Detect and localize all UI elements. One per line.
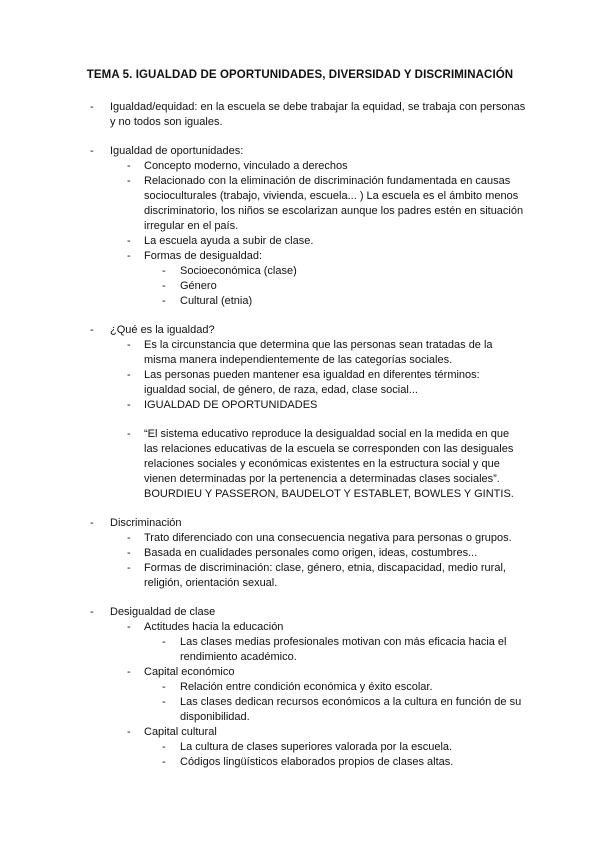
bullet-dash: - — [127, 621, 131, 633]
s5-item-b1: Relación entre condición económica y éxito escolar. — [180, 681, 433, 693]
s5-item-a: Actitudes hacia la educación — [144, 621, 284, 633]
bullet-dash: - — [90, 517, 94, 529]
bullet-dash: - — [90, 324, 94, 336]
s3-quote-authors: BOURDIEU Y PASSERON, BAUDELOT Y ESTABLET, BOWLES Y GINTIS. — [144, 488, 514, 500]
s2-item-2-line-3: discriminatorio, los niños se escolarizan aunque los padres estén en situación — [144, 205, 524, 217]
bullet-dash: - — [127, 339, 131, 351]
bullet-dash: - — [90, 101, 94, 113]
bullet-dash: - — [127, 160, 131, 172]
bullet-dash: - — [127, 399, 131, 411]
s3-item-1-line-1: Es la circunstancia que determina que las personas sean tratadas de la — [144, 339, 493, 351]
s3-item-2-line-1: Las personas pueden mantener esa igualdad en diferentes términos: — [144, 369, 480, 381]
s2-item-4: Formas de desigualdad: — [144, 250, 263, 262]
s3-quote-line-3: relaciones sociales y económicas existentes en la estructura social y que — [144, 458, 500, 470]
document-title: TEMA 5. IGUALDAD DE OPORTUNIDADES, DIVERSIDAD Y DISCRIMINACIÓN — [86, 69, 514, 81]
s3-quote-line-4: vienen determinadas por la pertenencia a determinadas clases sociales”. — [144, 473, 500, 485]
s2-subitem-1: Socioeconómica (clase) — [180, 265, 297, 277]
s3-item-3: IGUALDAD DE OPORTUNIDADES — [144, 399, 318, 411]
bullet-dash: - — [127, 369, 131, 381]
bullet-dash: - — [162, 280, 166, 292]
s5-item-c1: La cultura de clases superiores valorada por la escuela. — [180, 741, 453, 753]
s5-item-c2: Códigos lingüísticos elaborados propios de clases altas. — [180, 756, 454, 768]
bullet-dash: - — [162, 295, 166, 307]
bullet-dash: - — [90, 606, 94, 618]
bullet-dash: - — [127, 547, 131, 559]
s2-item-3: La escuela ayuda a subir de clase. — [144, 235, 314, 247]
bullet-dash: - — [127, 726, 131, 738]
s5-item-c: Capital cultural — [144, 726, 217, 738]
s2-item-2-line-1: Relacionado con la eliminación de discriminación fundamentada en causas — [144, 175, 511, 187]
s5-item-a1-line-1: Las clases medias profesionales motivan con más eficacia hacia el — [180, 636, 507, 648]
s2-item-1: Concepto moderno, vinculado a derechos — [144, 160, 348, 172]
bullet-dash: - — [162, 741, 166, 753]
bullet-dash: - — [162, 265, 166, 277]
s5-item-a1-line-2: rendimiento académico. — [180, 651, 297, 663]
bullet-dash: - — [162, 756, 166, 768]
s2-item-2-line-4: irregular en el país. — [144, 220, 239, 232]
s2-subitem-3: Cultural (etnia) — [180, 295, 253, 307]
s4-item-1: Trato diferenciado con una consecuencia negativa para personas o grupos. — [144, 532, 512, 544]
bullet-dash: - — [162, 636, 166, 648]
bullet-dash: - — [127, 175, 131, 187]
s3-item-2-line-2: igualdad social, de género, de raza, edad, clase social... — [144, 384, 418, 396]
s5-heading: Desigualdad de clase — [110, 606, 216, 618]
bullet-dash: - — [162, 681, 166, 693]
s2-heading: Igualdad de oportunidades: — [110, 145, 244, 157]
s2-item-2-line-2: socioculturales (trabajo, vivienda, escuela... ) La escuela es el ámbito menos — [144, 190, 519, 202]
s3-quote-line-2: las relaciones educativas de la escuela se corresponden con las desiguales — [144, 443, 514, 455]
bullet-dash: - — [127, 666, 131, 678]
s1-line-2: y no todos son iguales. — [110, 116, 223, 128]
s5-item-b2-line-2: disponibilidad. — [180, 711, 250, 723]
bullet-dash: - — [127, 428, 131, 440]
bullet-dash: - — [127, 532, 131, 544]
s4-item-3-line-1: Formas de discriminación: clase, género, etnia, discapacidad, medio rural, — [144, 562, 506, 574]
bullet-dash: - — [90, 145, 94, 157]
s4-heading: Discriminación — [110, 517, 182, 529]
s1-line-1: Igualdad/equidad: en la escuela se debe trabajar la equidad, se trabaja con personas — [110, 101, 526, 113]
bullet-dash: - — [127, 235, 131, 247]
s2-subitem-2: Género — [180, 280, 217, 292]
s4-item-3-line-2: religión, orientación sexual. — [144, 577, 278, 589]
s4-item-2: Basada en cualidades personales como origen, ideas, costumbres... — [144, 547, 478, 559]
bullet-dash: - — [162, 696, 166, 708]
bullet-dash: - — [127, 250, 131, 262]
s3-item-1-line-2: misma manera independientemente de las categorías sociales. — [144, 354, 453, 366]
s5-item-b: Capital económico — [144, 666, 235, 678]
s3-heading: ¿Qué es la igualdad? — [110, 324, 215, 336]
s5-item-b2-line-1: Las clases dedican recursos económicos a la cultura en función de su — [180, 696, 522, 708]
s3-quote-line-1: “El sistema educativo reproduce la desigualdad social en la medida en que — [144, 428, 510, 440]
bullet-dash: - — [127, 562, 131, 574]
